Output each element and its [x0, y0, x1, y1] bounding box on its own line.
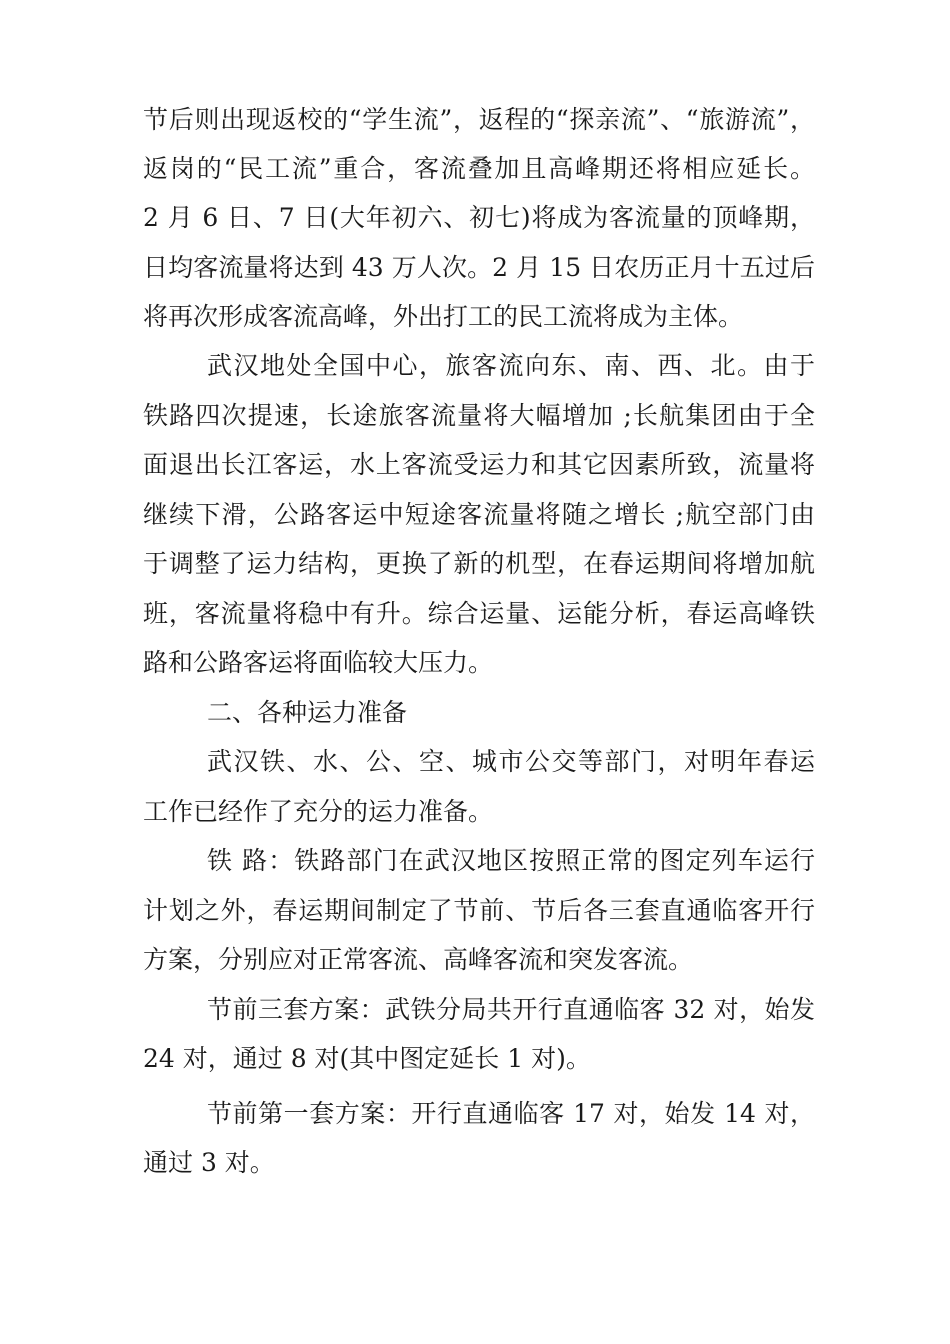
paragraph-first-line: 武汉铁、水、公、空、城市公交等部门，对明年春运	[207, 747, 815, 776]
paragraph-first-line: 铁 路：铁路部门在武汉地区按照正常的图定列车运行	[207, 846, 815, 875]
body-text-line: 通过 3 对。	[143, 1148, 275, 1177]
body-text-line: 节后则出现返校的“学生流”，返程的“探亲流”、“旅游流”，	[143, 105, 815, 134]
body-text-line: 面退出长江客运，水上客流受运力和其它因素所致，流量将	[143, 450, 815, 479]
body-text-line: 计划之外，春运期间制定了节前、节后各三套直通临客开行	[143, 896, 815, 925]
body-text-line: 班，客流量将稳中有升。综合运量、运能分析，春运高峰铁	[143, 599, 815, 628]
body-text-line: 返岗的“民工流”重合，客流叠加且高峰期还将相应延长。	[143, 154, 815, 183]
body-text-line: 方案，分别应对正常客流、高峰客流和突发客流。	[143, 945, 694, 974]
body-text-line: 工作已经作了充分的运力准备。	[143, 797, 494, 826]
body-text-line: 24 对，通过 8 对(其中图定延长 1 对)。	[143, 1044, 591, 1073]
body-text-line: 于调整了运力结构，更换了新的机型，在春运期间将增加航	[143, 549, 815, 578]
paragraph-first-line: 节前三套方案：武铁分局共开行直通临客 32 对，始发	[207, 995, 815, 1024]
section-heading: 二、各种运力准备	[207, 698, 408, 727]
body-text-line: 2 月 6 日、7 日(大年初六、初七)将成为客流量的顶峰期，	[143, 203, 815, 232]
body-text-line: 铁路四次提速，长途旅客流量将大幅增加 ;长航集团由于全	[143, 401, 815, 430]
paragraph-first-line: 节前第一套方案：开行直通临客 17 对，始发 14 对，	[207, 1099, 815, 1128]
body-text-line: 日均客流量将达到 43 万人次。2 月 15 日农历正月十五过后	[143, 253, 815, 282]
body-text-line: 将再次形成客流高峰，外出打工的民工流将成为主体。	[143, 302, 744, 331]
body-text-line: 继续下滑，公路客运中短途客流量将随之增长 ;航空部门由	[143, 500, 815, 529]
body-text-line: 路和公路客运将面临较大压力。	[143, 648, 494, 677]
paragraph-first-line: 武汉地处全国中心，旅客流向东、南、西、北。由于	[207, 351, 815, 380]
